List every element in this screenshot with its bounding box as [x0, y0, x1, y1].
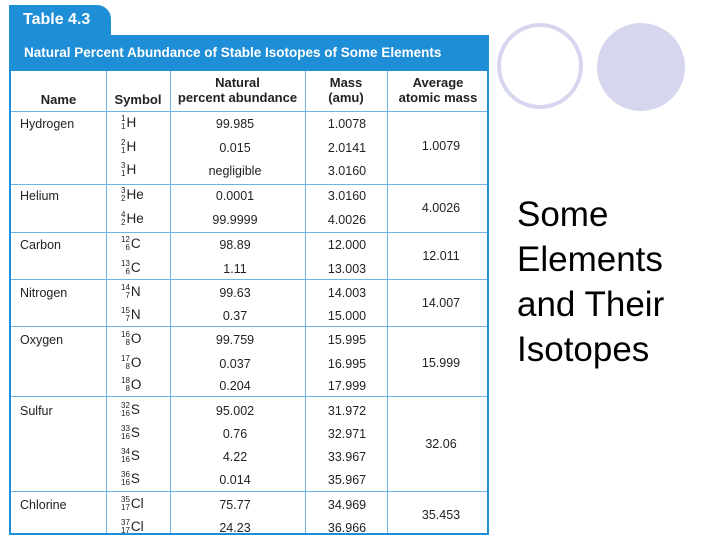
atomic-number: 7: [125, 291, 130, 301]
mass-number: 15: [121, 306, 130, 316]
isotope-symbol: [121, 448, 140, 464]
table-title: Natural Percent Abundance of Stable Isotopes of Some Elements: [9, 35, 489, 71]
isotope-symbol: [121, 260, 141, 276]
isotope-mass: 13.003: [327, 262, 367, 276]
isotope-mass: 35.967: [327, 473, 367, 487]
slide-heading: [517, 192, 664, 372]
nuclide-numbers: [121, 307, 130, 323]
element-name: Carbon: [20, 238, 61, 252]
mass-number: 16: [121, 330, 130, 340]
isotope-symbol: [121, 236, 141, 252]
percent-abundance: 4.22: [222, 450, 248, 464]
atomic-number: 17: [121, 503, 130, 513]
table-number-tab: Table 4.3: [9, 5, 111, 35]
nuclide-numbers: [121, 471, 130, 487]
atomic-number: 17: [121, 526, 130, 536]
column-divider: [387, 71, 388, 533]
percent-abundance: 1.11: [223, 262, 247, 276]
mass-number: 17: [121, 354, 130, 364]
atomic-number: 2: [121, 218, 126, 228]
isotope-table: [9, 5, 489, 535]
atomic-number: 16: [121, 432, 130, 442]
nuclide-numbers: [121, 519, 130, 535]
element-name: Nitrogen: [20, 286, 68, 300]
percent-abundance: 0.014: [219, 473, 251, 487]
atomic-number: 8: [125, 384, 130, 394]
mass-number: 34: [121, 447, 130, 457]
slide-heading-line4: Isotopes: [517, 330, 650, 369]
isotope-mass: 32.971: [327, 427, 367, 441]
isotope-symbol: [121, 425, 140, 441]
isotope-symbol: [121, 496, 144, 512]
nuclide-numbers: [121, 425, 130, 441]
percent-abundance: 99.985: [215, 117, 255, 131]
element-name: Chlorine: [20, 498, 67, 512]
isotope-mass: 2.0141: [327, 141, 367, 155]
slide-heading-line3: and Their: [517, 285, 665, 324]
element-symbol: Cl: [130, 496, 144, 511]
isotope-mass: 14.003: [327, 286, 367, 300]
mass-number: 3: [121, 161, 126, 171]
header-mass: [305, 75, 387, 105]
atomic-number: 16: [121, 478, 130, 488]
element-symbol: S: [130, 471, 140, 486]
average-chlorine: 35.453: [421, 508, 461, 522]
element-symbol: S: [130, 402, 140, 417]
nuclide-numbers: [121, 162, 125, 178]
isotope-mass: 17.999: [327, 379, 367, 393]
percent-abundance: 75.77: [219, 498, 251, 512]
isotope-mass: 34.969: [327, 498, 367, 512]
mass-number: 18: [121, 376, 130, 386]
element-symbol: N: [130, 307, 141, 322]
element-symbol: O: [130, 377, 142, 392]
column-divider: [305, 71, 306, 533]
header-symbol: Symbol: [114, 92, 162, 107]
mass-number: 2: [121, 138, 126, 148]
isotope-symbol: [121, 187, 144, 203]
nuclide-numbers: [121, 355, 130, 371]
decorative-circle-outline: [497, 23, 583, 109]
header-abundance-line1: Natural: [215, 75, 260, 90]
atomic-number: 16: [121, 455, 130, 465]
nuclide-numbers: [121, 211, 125, 227]
element-symbol: S: [130, 448, 140, 463]
percent-abundance: 0.015: [219, 141, 251, 155]
isotope-mass: 36.966: [327, 521, 367, 535]
nuclide-numbers: [121, 331, 130, 347]
column-divider: [106, 71, 107, 533]
element-name: Hydrogen: [20, 117, 75, 131]
percent-abundance: 99.63: [219, 286, 251, 300]
percent-abundance: 99.9999: [212, 213, 258, 227]
row-divider: [11, 111, 487, 112]
isotope-mass: 12.000: [327, 238, 367, 252]
nuclide-numbers: [121, 260, 130, 276]
element-symbol: O: [130, 355, 142, 370]
nuclide-numbers: [121, 187, 125, 203]
average-carbon: 12.011: [422, 249, 460, 263]
percent-abundance: 0.0001: [215, 189, 255, 203]
mass-number: 33: [121, 424, 130, 434]
row-divider: [11, 326, 487, 327]
isotope-mass: 1.0078: [327, 117, 367, 131]
average-sulfur: 32.06: [425, 437, 457, 451]
nuclide-numbers: [121, 115, 125, 131]
header-abundance: [170, 75, 305, 105]
element-symbol: Cl: [130, 519, 144, 534]
row-divider: [11, 396, 487, 397]
mass-number: 32: [121, 401, 130, 411]
mass-number: 4: [121, 210, 126, 220]
average-nitrogen: 14.007: [421, 296, 461, 310]
isotope-symbol: [121, 331, 141, 347]
isotope-symbol: [121, 284, 141, 300]
nuclide-numbers: [121, 284, 130, 300]
percent-abundance: 0.037: [219, 357, 251, 371]
mass-number: 37: [121, 518, 130, 528]
atomic-number: 1: [121, 146, 126, 156]
atomic-number: 6: [125, 267, 130, 277]
isotope-symbol: [121, 471, 140, 487]
nuclide-numbers: [121, 448, 130, 464]
percent-abundance: 98.89: [219, 238, 251, 252]
percent-abundance: 0.37: [222, 309, 248, 323]
isotope-mass: 31.972: [327, 404, 367, 418]
element-symbol: N: [130, 284, 141, 299]
element-name: Helium: [20, 189, 59, 203]
isotope-symbol: [121, 355, 141, 371]
header-mass-line2: (amu): [328, 90, 364, 105]
isotope-symbol: [121, 307, 141, 323]
mass-number: 13: [121, 259, 130, 269]
isotope-mass: 15.995: [327, 333, 367, 347]
element-symbol: O: [130, 331, 142, 346]
table-grid: [9, 71, 489, 535]
slide-heading-line1: Some: [517, 195, 609, 234]
element-symbol: He: [126, 211, 144, 226]
row-divider: [11, 279, 487, 280]
nuclide-numbers: [121, 236, 130, 252]
atomic-number: 6: [125, 243, 130, 253]
element-symbol: H: [126, 139, 137, 154]
atomic-number: 1: [121, 169, 126, 179]
element-name: Sulfur: [20, 404, 53, 418]
mass-number: 3: [121, 186, 126, 196]
slide-heading-line2: Elements: [517, 240, 663, 279]
header-average-line2: atomic mass: [398, 90, 478, 105]
isotope-symbol: [121, 139, 136, 155]
header-abundance-line2: percent abundance: [177, 90, 298, 105]
percent-abundance: 0.204: [219, 379, 251, 393]
element-symbol: C: [130, 260, 141, 275]
isotope-symbol: [121, 519, 144, 535]
isotope-symbol: [121, 402, 140, 418]
isotope-mass: 4.0026: [327, 213, 367, 227]
isotope-mass: 3.0160: [327, 164, 367, 178]
percent-abundance: 24.23: [219, 521, 251, 535]
isotope-symbol: [121, 115, 136, 131]
element-symbol: S: [130, 425, 140, 440]
isotope-symbol: [121, 162, 136, 178]
percent-abundance: 95.002: [215, 404, 255, 418]
mass-number: 14: [121, 283, 130, 293]
isotope-symbol: [121, 211, 144, 227]
header-average-line1: Average: [412, 75, 464, 90]
isotope-symbol: [121, 377, 141, 393]
atomic-number: 8: [125, 338, 130, 348]
atomic-number: 2: [121, 194, 126, 204]
element-symbol: He: [126, 187, 144, 202]
percent-abundance: 0.76: [222, 427, 248, 441]
element-name: Oxygen: [20, 333, 64, 347]
average-hydrogen: 1.0079: [421, 139, 461, 153]
nuclide-numbers: [121, 496, 130, 512]
atomic-number: 1: [121, 122, 126, 132]
row-divider: [11, 491, 487, 492]
mass-number: 1: [121, 114, 126, 124]
header-average: [387, 75, 489, 105]
atomic-number: 16: [121, 409, 130, 419]
element-symbol: H: [126, 115, 137, 130]
header-name: Name: [40, 92, 77, 107]
isotope-mass: 33.967: [327, 450, 367, 464]
nuclide-numbers: [121, 377, 130, 393]
mass-number: 12: [121, 235, 130, 245]
nuclide-numbers: [121, 402, 130, 418]
atomic-number: 8: [125, 362, 130, 372]
element-symbol: C: [130, 236, 141, 251]
average-helium: 4.0026: [421, 201, 461, 215]
percent-abundance: 99.759: [215, 333, 255, 347]
mass-number: 36: [121, 470, 130, 480]
row-divider: [11, 184, 487, 185]
header-mass-line1: Mass: [329, 75, 363, 90]
percent-abundance: negligible: [208, 164, 262, 178]
average-oxygen: 15.999: [421, 356, 461, 370]
row-divider: [11, 232, 487, 233]
atomic-number: 7: [125, 314, 130, 324]
isotope-mass: 15.000: [327, 309, 367, 323]
isotope-mass: 3.0160: [327, 189, 367, 203]
mass-number: 35: [121, 495, 130, 505]
decorative-circle-filled: [597, 23, 685, 111]
element-symbol: H: [126, 162, 137, 177]
nuclide-numbers: [121, 139, 125, 155]
isotope-mass: 16.995: [327, 357, 367, 371]
